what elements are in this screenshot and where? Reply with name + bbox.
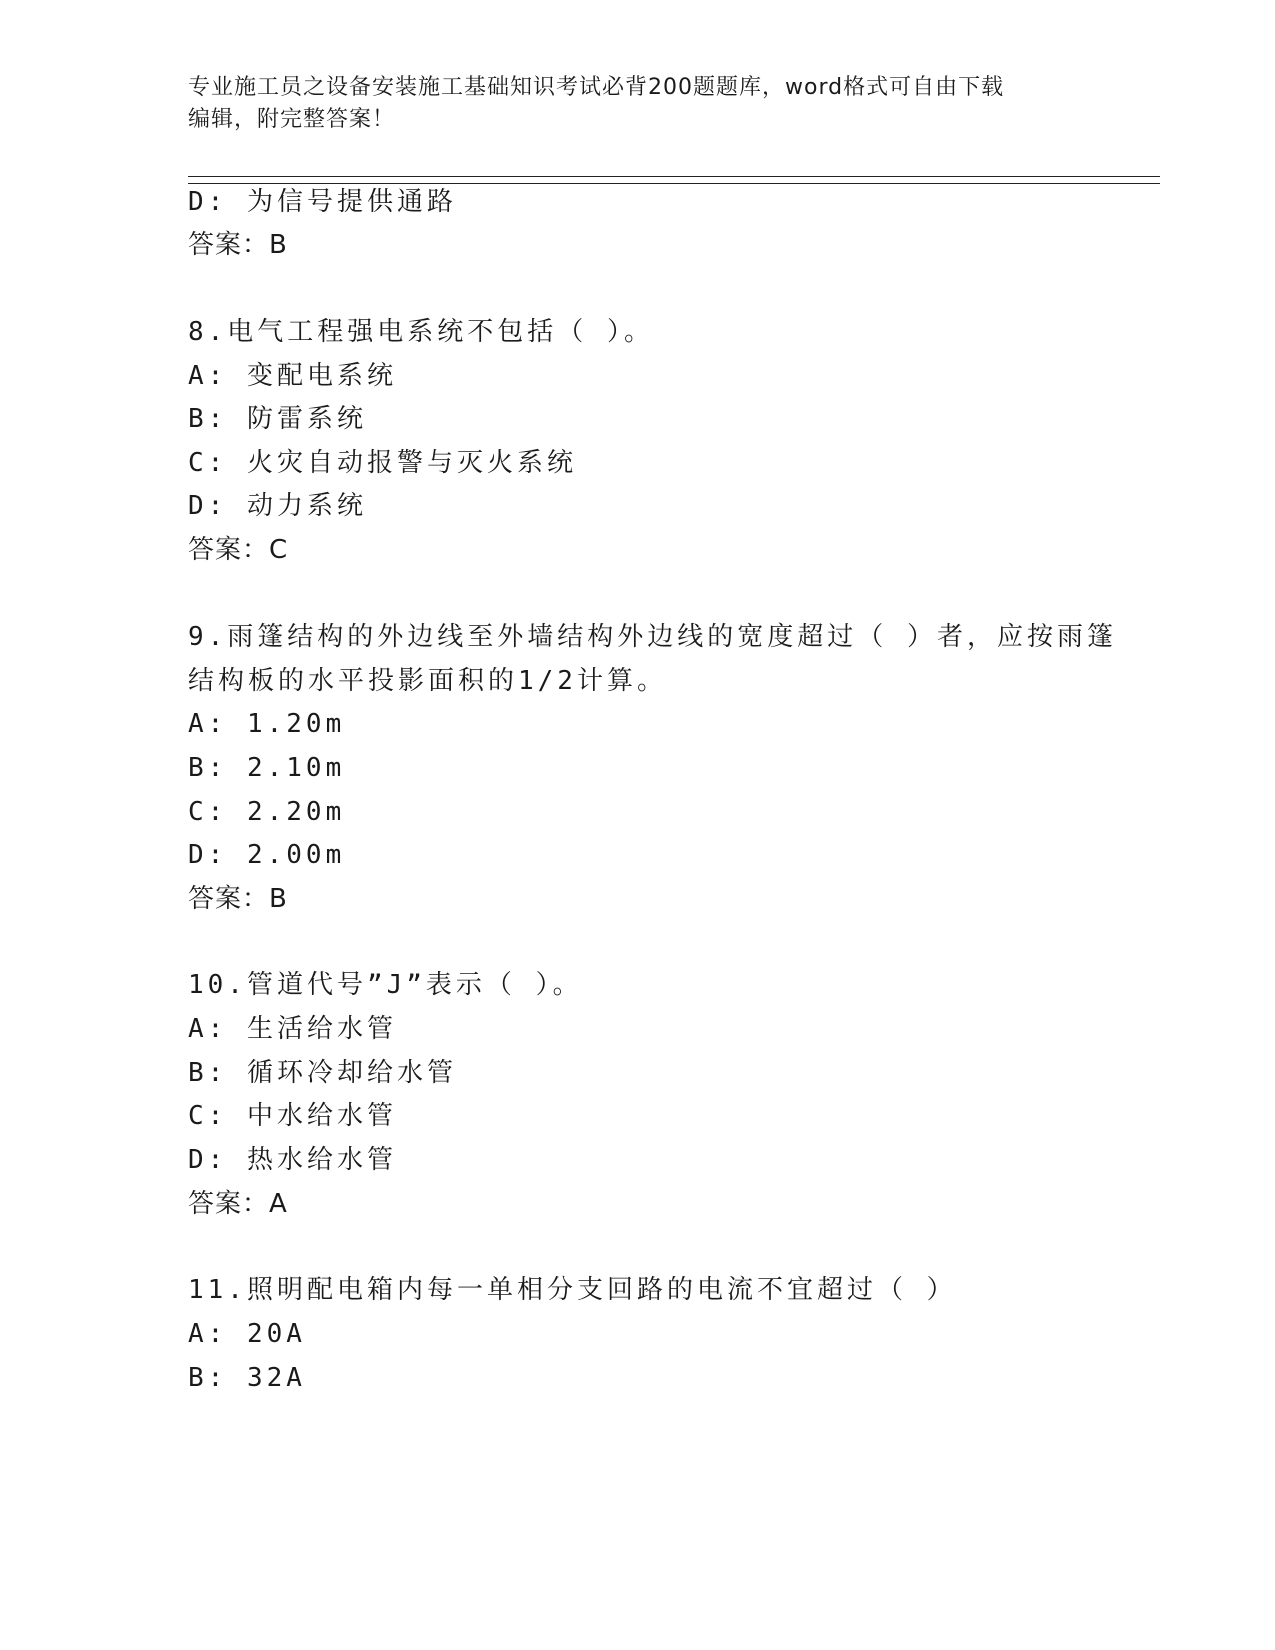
option-d-q9: D: 2.00m [188,840,346,870]
option-b-q10: B: 循环冷却给水管 [188,1058,457,1088]
question-8: 8.电气工程强电系统不包括（ ）。 [188,317,654,347]
answer-q10: 答案：A [188,1189,288,1219]
option-a-q11: A: 20A [188,1319,306,1349]
answer-q9: 答案：B [188,884,288,914]
question-10: 10.管道代号”J”表示（ ）。 [188,970,583,1000]
header-divider-top [188,176,1160,177]
question-9-line-2: 结构板的水平投影面积的1/2计算。 [188,666,667,696]
option-a-q10: A: 生活给水管 [188,1014,397,1044]
header-divider-bottom [188,183,1160,184]
option-b-q11: B: 32A [188,1363,306,1393]
option-d-q8: D: 动力系统 [188,491,367,521]
question-9-line-1: 9.雨篷结构的外边线至外墙结构外边线的宽度超过（ ）者，应按雨篷 [188,622,1117,652]
answer-q8: 答案：C [188,535,289,565]
option-c-q8: C: 火灾自动报警与灭火系统 [188,448,577,478]
option-c-q9: C: 2.20m [188,797,346,827]
header-title-line-2: 编辑，附完整答案！ [188,107,396,132]
option-b-q9: B: 2.10m [188,753,346,783]
option-c-q10: C: 中水给水管 [188,1101,397,1131]
header-title-line-1: 专业施工员之设备安装施工基础知识考试必背200题题库，word格式可自由下载 [188,75,1005,100]
option-a-q8: A: 变配电系统 [188,361,397,391]
document-header [188,72,1088,136]
option-d-q7: D: 为信号提供通路 [188,187,457,217]
answer-q7: 答案：B [188,230,288,260]
question-11: 11.照明配电箱内每一单相分支回路的电流不宜超过（ ） [188,1275,957,1305]
option-a-q9: A: 1.20m [188,709,346,739]
option-d-q10: D: 热水给水管 [188,1145,397,1175]
option-b-q8: B: 防雷系统 [188,404,367,434]
